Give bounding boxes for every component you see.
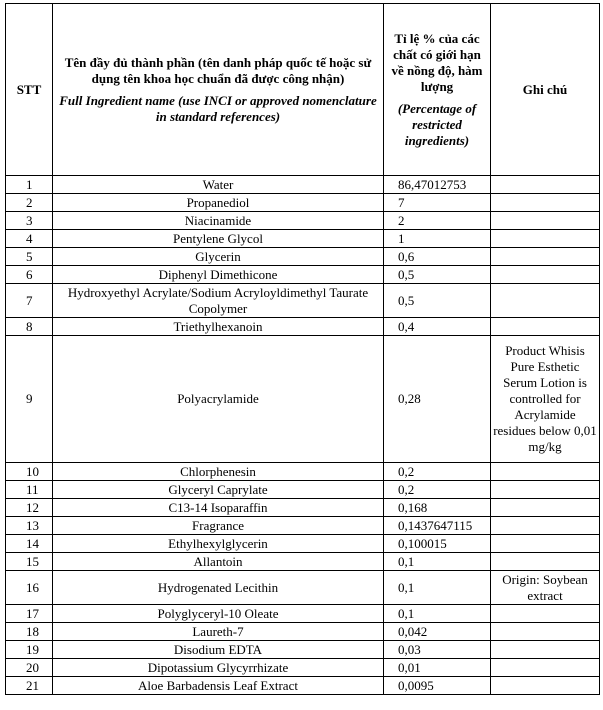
table-row xyxy=(6,336,600,463)
ingredient-name: Niacinamide xyxy=(53,212,384,230)
ingredient-name: Aloe Barbadensis Leaf Extract xyxy=(53,677,384,695)
table-row xyxy=(6,571,600,605)
ingredient-name: Dipotassium Glycyrrhizate xyxy=(53,659,384,677)
ingredient-name: Disodium EDTA xyxy=(53,641,384,659)
ingredient-name: Laureth-7 xyxy=(53,623,384,641)
row-number: 16 xyxy=(6,571,53,605)
note-cell xyxy=(491,266,600,284)
ingredient-name: Glyceryl Caprylate xyxy=(53,481,384,499)
note-cell xyxy=(491,230,600,248)
percentage-value: 0,03 xyxy=(384,641,491,659)
note-cell xyxy=(491,318,600,336)
table-row xyxy=(6,318,600,336)
note-cell: Origin: Soybean extract xyxy=(491,571,600,605)
table-row xyxy=(6,553,600,571)
row-number: 10 xyxy=(6,463,53,481)
ingredient-name: Glycerin xyxy=(53,248,384,266)
note-cell xyxy=(491,284,600,318)
note-cell xyxy=(491,499,600,517)
percentage-value: 0,100015 xyxy=(384,535,491,553)
note-cell xyxy=(491,553,600,571)
table-row xyxy=(6,212,600,230)
ingredient-name: Propanediol xyxy=(53,194,384,212)
ingredient-name: Water xyxy=(53,176,384,194)
ingredient-name: Pentylene Glycol xyxy=(53,230,384,248)
percentage-value: 0,28 xyxy=(384,336,491,463)
percentage-value: 0,2 xyxy=(384,481,491,499)
row-number: 4 xyxy=(6,230,53,248)
row-number: 13 xyxy=(6,517,53,535)
ingredient-name: Hydroxyethyl Acrylate/Sodium Acryloyldimethyl Taurate Copolymer xyxy=(53,284,384,318)
row-number: 2 xyxy=(6,194,53,212)
percentage-value: 0,5 xyxy=(384,284,491,318)
percentage-value: 0,5 xyxy=(384,266,491,284)
ingredient-name: Polyacrylamide xyxy=(53,336,384,463)
percentage-value: 0,1437647115 xyxy=(384,517,491,535)
ingredient-name: C13-14 Isoparaffin xyxy=(53,499,384,517)
percentage-value: 0,1 xyxy=(384,553,491,571)
table-row xyxy=(6,284,600,318)
row-number: 9 xyxy=(6,336,53,463)
table-row xyxy=(6,499,600,517)
row-number: 3 xyxy=(6,212,53,230)
header-percentage xyxy=(384,4,491,176)
table-row xyxy=(6,248,600,266)
row-number: 6 xyxy=(6,266,53,284)
percentage-value: 0,0095 xyxy=(384,677,491,695)
row-number: 19 xyxy=(6,641,53,659)
ingredient-name: Diphenyl Dimethicone xyxy=(53,266,384,284)
ingredient-name: Chlorphenesin xyxy=(53,463,384,481)
header-pct-en: (Percentage of restricted ingredients) xyxy=(397,100,477,148)
row-number: 14 xyxy=(6,535,53,553)
note-cell xyxy=(491,641,600,659)
table-row xyxy=(6,463,600,481)
row-number: 1 xyxy=(6,176,53,194)
header-stt: STT xyxy=(6,4,53,176)
table-row xyxy=(6,176,600,194)
percentage-value: 0,6 xyxy=(384,248,491,266)
header-pct-vi: Tỉ lệ % của các chất có giới hạn về nồng độ, hàm lượng xyxy=(391,30,483,94)
note-cell xyxy=(491,623,600,641)
note-cell xyxy=(491,535,600,553)
percentage-value: 7 xyxy=(384,194,491,212)
header-row xyxy=(6,4,600,176)
table-row xyxy=(6,517,600,535)
note-cell xyxy=(491,463,600,481)
percentage-value: 0,042 xyxy=(384,623,491,641)
percentage-value: 0,01 xyxy=(384,659,491,677)
row-number: 5 xyxy=(6,248,53,266)
table-row xyxy=(6,266,600,284)
ingredient-name: Triethylhexanoin xyxy=(53,318,384,336)
percentage-value: 2 xyxy=(384,212,491,230)
table-row xyxy=(6,194,600,212)
note-cell xyxy=(491,176,600,194)
note-cell xyxy=(491,248,600,266)
note-cell xyxy=(491,659,600,677)
row-number: 20 xyxy=(6,659,53,677)
percentage-value: 0,2 xyxy=(384,463,491,481)
row-number: 21 xyxy=(6,677,53,695)
row-number: 18 xyxy=(6,623,53,641)
percentage-value: 86,47012753 xyxy=(384,176,491,194)
row-number: 7 xyxy=(6,284,53,318)
table-row xyxy=(6,623,600,641)
ingredient-rows xyxy=(6,176,600,695)
table-row xyxy=(6,659,600,677)
table-row xyxy=(6,641,600,659)
note-cell xyxy=(491,517,600,535)
percentage-value: 1 xyxy=(384,230,491,248)
ingredient-name: Polyglyceryl-10 Oleate xyxy=(53,605,384,623)
note-cell xyxy=(491,677,600,695)
ingredient-name: Fragrance xyxy=(53,517,384,535)
header-name-en: Full Ingredient name (use INCI or approved nomenclature in standard references) xyxy=(59,92,377,124)
ingredient-name: Hydrogenated Lecithin xyxy=(53,571,384,605)
row-number: 8 xyxy=(6,318,53,336)
note-cell: Product Whisis Pure Esthetic Serum Lotion is controlled for Acrylamide residues below 0,01 mg/kg xyxy=(491,336,600,463)
table-row xyxy=(6,481,600,499)
table-row xyxy=(6,605,600,623)
header-note: Ghi chú xyxy=(491,4,600,176)
percentage-value: 0,1 xyxy=(384,605,491,623)
percentage-value: 0,4 xyxy=(384,318,491,336)
ingredient-name: Ethylhexylglycerin xyxy=(53,535,384,553)
percentage-value: 0,1 xyxy=(384,571,491,605)
ingredient-name: Allantoin xyxy=(53,553,384,571)
row-number: 11 xyxy=(6,481,53,499)
percentage-value: 0,168 xyxy=(384,499,491,517)
row-number: 12 xyxy=(6,499,53,517)
note-cell xyxy=(491,481,600,499)
table-row xyxy=(6,677,600,695)
row-number: 15 xyxy=(6,553,53,571)
header-ingredient-name xyxy=(53,4,384,176)
table-row xyxy=(6,230,600,248)
note-cell xyxy=(491,194,600,212)
header-name-vi: Tên đầy đủ thành phần (tên danh pháp quốc tế hoặc sử dụng tên khoa học chuẩn đã được công nhận) xyxy=(64,54,372,86)
note-cell xyxy=(491,212,600,230)
ingredient-table xyxy=(5,3,600,695)
table-row xyxy=(6,535,600,553)
note-cell xyxy=(491,605,600,623)
row-number: 17 xyxy=(6,605,53,623)
